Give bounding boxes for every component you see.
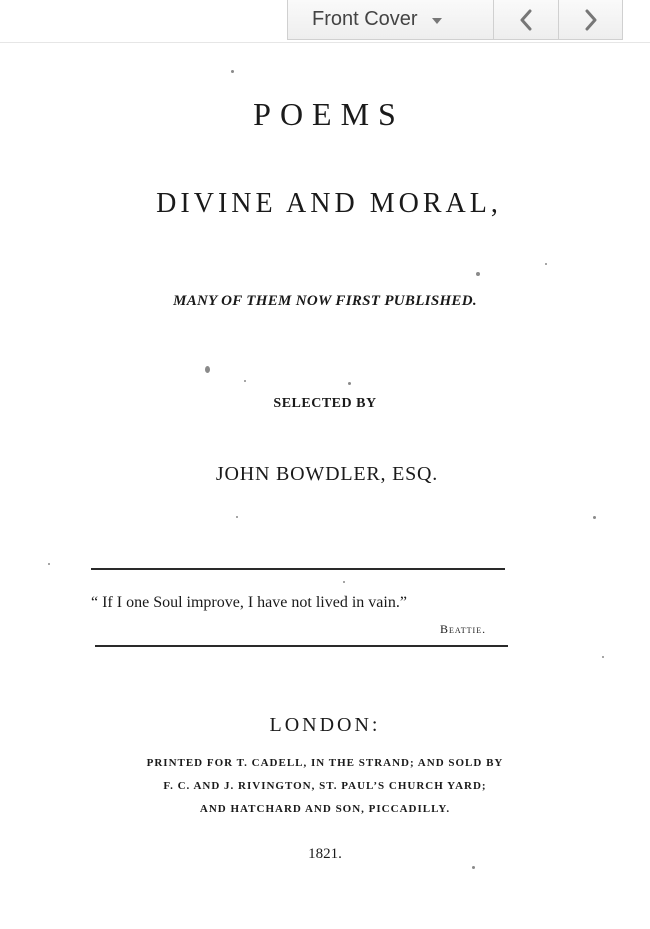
page-selector-dropdown[interactable]	[288, 0, 494, 39]
toolbar-divider	[0, 42, 650, 43]
page-selector-label: Front Cover	[312, 8, 418, 30]
bottom-rule	[95, 645, 508, 647]
epigraph-attribution: Beattie.	[440, 622, 487, 636]
top-rule	[91, 568, 505, 570]
viewer-toolbar	[287, 0, 623, 40]
scan-speck	[348, 382, 351, 385]
next-page-button[interactable]	[558, 0, 622, 39]
publication-city: LONDON:	[269, 714, 381, 736]
scan-speck	[545, 263, 547, 265]
imprint-line: AND HATCHARD AND SON, PICCADILLY.	[199, 803, 451, 815]
scan-speck	[231, 70, 234, 73]
scan-speck	[244, 380, 246, 382]
caret-down-icon	[432, 18, 442, 24]
scan-speck	[236, 516, 238, 518]
imprint-line: PRINTED FOR T. CADELL, IN THE STRAND; AND SOLD BY	[146, 757, 504, 769]
scan-speck	[48, 563, 50, 565]
page-tagline: MANY OF THEM NOW FIRST PUBLISHED.	[173, 293, 477, 309]
scan-speck	[205, 366, 210, 373]
scan-speck	[343, 581, 345, 583]
chevron-left-icon	[519, 9, 533, 31]
scan-speck	[593, 516, 596, 519]
page-title: POEMS	[253, 96, 405, 132]
page-subtitle: DIVINE AND MORAL,	[156, 188, 502, 219]
epigraph-quote: “ If I one Soul improve, I have not lived in vain.”	[91, 594, 407, 611]
selected-by-text: SELECTED BY	[273, 396, 377, 411]
publication-year: 1821.	[308, 846, 342, 862]
chevron-right-icon	[584, 9, 598, 31]
editor-name: JOHN BOWDLER, ESQ.	[215, 463, 439, 485]
scan-speck	[476, 272, 480, 276]
previous-page-button[interactable]	[494, 0, 558, 39]
scan-speck	[602, 656, 604, 658]
scan-speck	[472, 866, 475, 869]
imprint-line: F. C. AND J. RIVINGTON, ST. PAUL’S CHURCH YARD;	[163, 780, 487, 792]
